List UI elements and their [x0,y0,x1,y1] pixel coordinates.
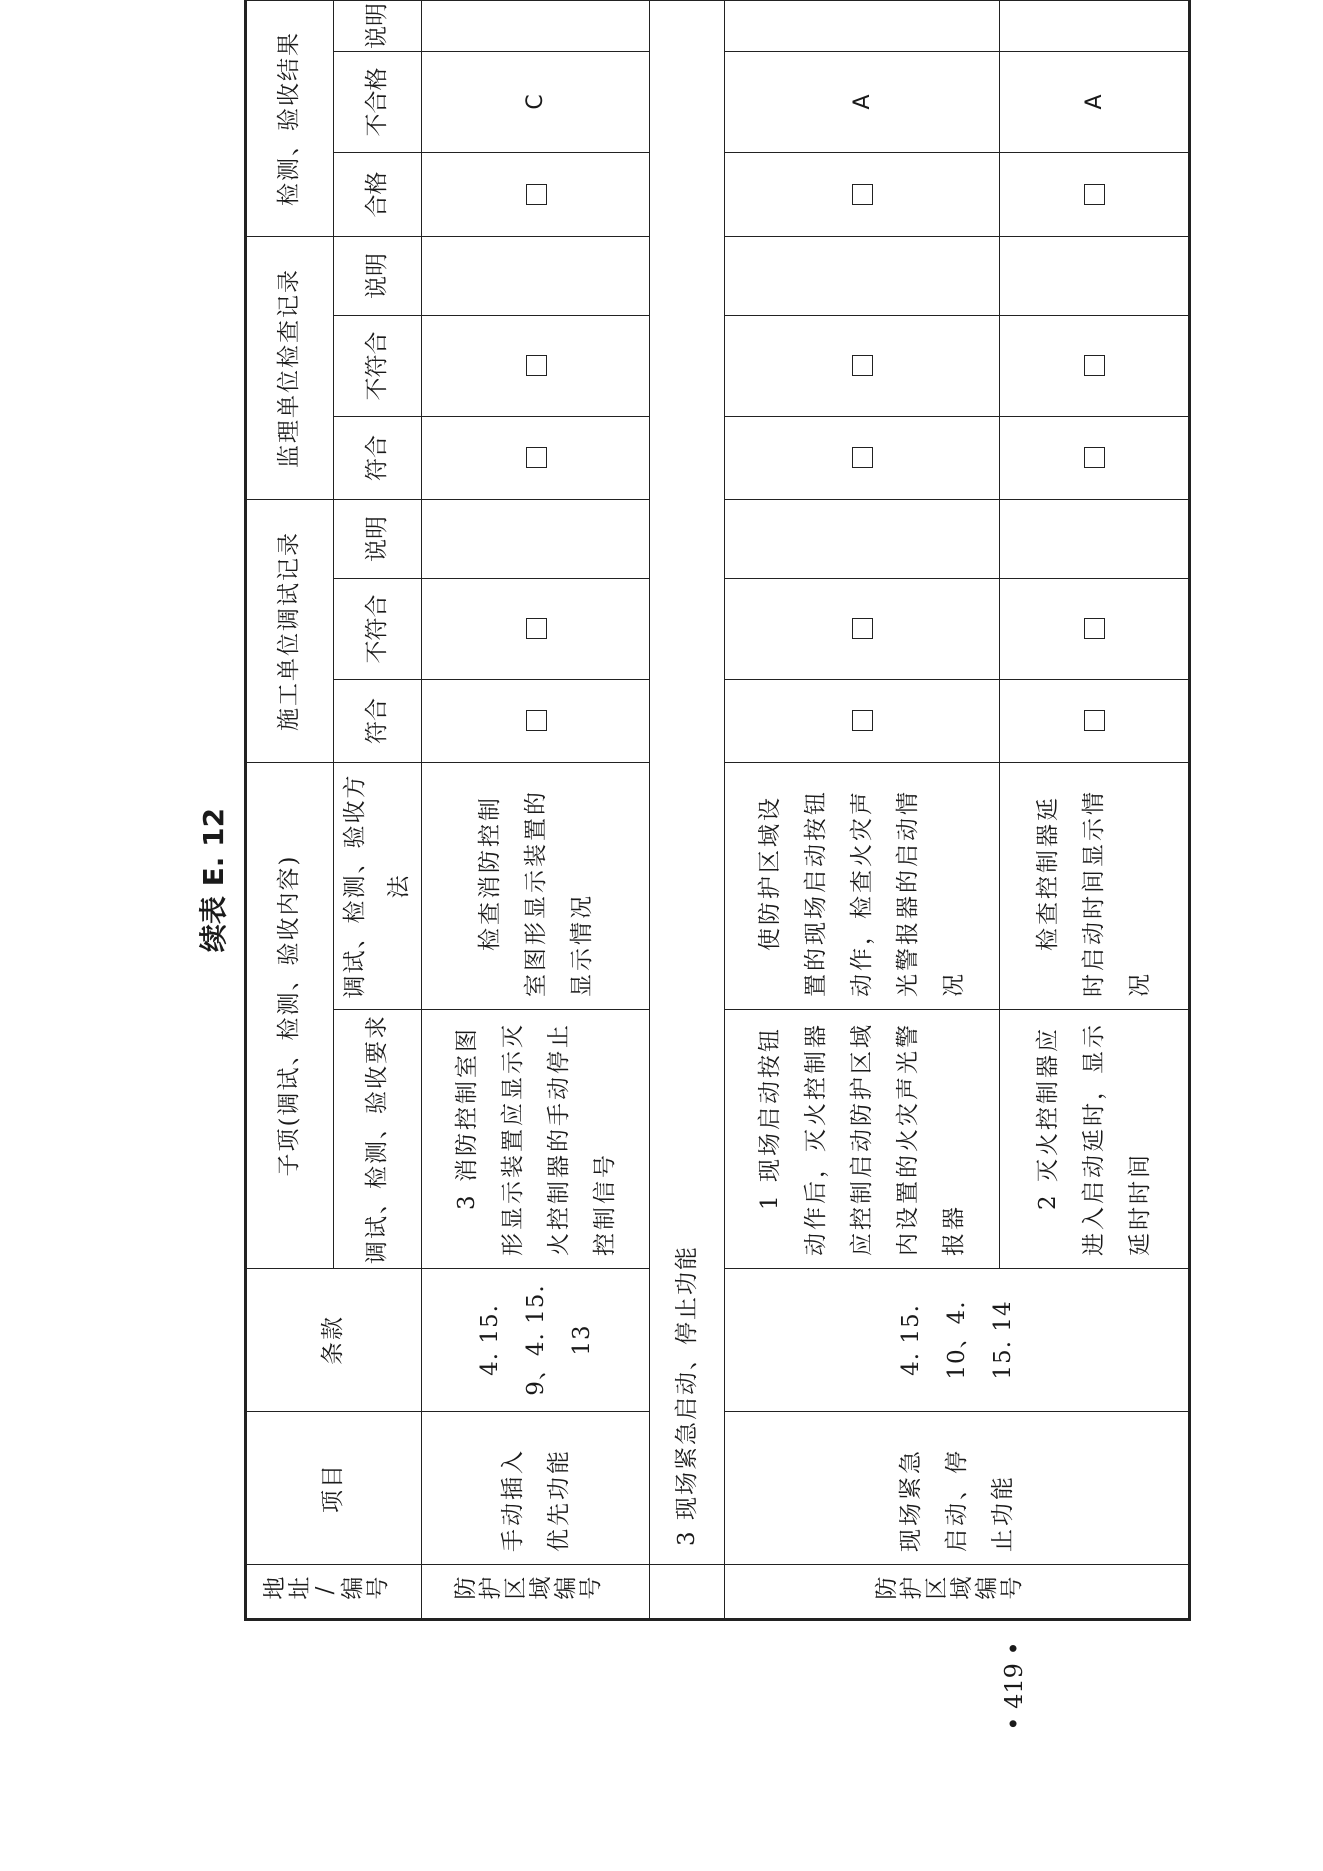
supervision-note-header: 说明 [334,236,422,315]
construction-note-header: 说明 [334,499,422,578]
result-note-header: 说明 [334,0,422,51]
result-class-cell: C [422,51,650,152]
col-address-header: 地址/编号 [246,1565,422,1620]
header-row-1 [246,0,334,1620]
construction-nonconform-checkbox[interactable] [422,578,650,679]
supervision-nonconform-checkbox[interactable] [1000,315,1190,416]
acceptance-table [244,0,1191,1621]
result-unqualified-header: 不合格 [334,51,422,152]
supervision-note-cell[interactable] [725,236,1000,315]
result-class-cell: A [1000,51,1190,152]
method-cell: 检查消防控制室图形显示装置的显示情况 [422,762,650,1009]
construction-nonconform-checkbox[interactable] [1000,578,1190,679]
result-note-cell[interactable] [1000,0,1190,51]
result-qualified-checkbox[interactable] [1000,152,1190,236]
supervision-nonconform-header: 不符合 [334,315,422,416]
result-note-cell[interactable] [422,0,650,51]
clause-cell: 4. 15. 9、4. 15. 13 [422,1269,650,1412]
construction-note-cell[interactable] [725,499,1000,578]
construction-note-cell[interactable] [422,499,650,578]
supervision-conform-checkbox[interactable] [725,416,1000,499]
requirement-cell: 1 现场启动按钮动作后，灭火控制器应控制启动防护区域内设置的火灾声光警报器 [725,1010,1000,1269]
construction-conform-checkbox[interactable] [1000,679,1190,762]
address-cell: 防护区域编号 [725,1565,1190,1620]
supervision-conform-checkbox[interactable] [1000,416,1190,499]
section-title: 3 现场紧急启动、停止功能 [650,0,725,1565]
address-cell: 防护区域编号 [422,1565,650,1620]
method-cell: 检查控制器延时启动时间显示情况 [1000,762,1190,1009]
result-class-cell: A [725,51,1000,152]
result-qualified-checkbox[interactable] [422,152,650,236]
page-title: 续表 E. 12 [197,807,230,953]
construction-conform-checkbox[interactable] [422,679,650,762]
group-supervision-header: 监理单位检查记录 [246,236,334,499]
col-requirement-header: 调试、检测、验收要求 [334,1010,422,1269]
section-address-cell [650,1565,725,1620]
construction-conform-header: 符合 [334,679,422,762]
col-item-header: 项目 [246,1412,422,1565]
item-cell: 现场紧急启动、停止功能 [725,1412,1190,1565]
supervision-nonconform-checkbox[interactable] [725,315,1000,416]
requirement-cell: 2 灭火控制器应进入启动延时，显示延时时间 [1000,1010,1190,1269]
result-qualified-header: 合格 [334,152,422,236]
supervision-conform-header: 符合 [334,416,422,499]
method-cell: 使防护区域设置的现场启动按钮动作，检查火灾声光警报器的启动情况 [725,762,1000,1009]
col-method-header: 调试、检测、验收方法 [334,762,422,1009]
supervision-conform-checkbox[interactable] [422,416,650,499]
construction-nonconform-header: 不符合 [334,578,422,679]
table-row [422,0,650,1620]
supervision-note-cell[interactable] [422,236,650,315]
page-number: • 419 • [1000,1641,1028,1731]
construction-conform-checkbox[interactable] [725,679,1000,762]
item-cell: 手动插入优先功能 [422,1412,650,1565]
group-result-header: 检测、验收结果 [246,0,334,236]
rotated-sheet [244,2,1154,1621]
result-qualified-checkbox[interactable] [725,152,1000,236]
clause-cell: 4. 15. 10、4. 15. 14 [725,1269,1190,1412]
supervision-note-cell[interactable] [1000,236,1190,315]
requirement-cell: 3 消防控制室图形显示装置应显示灭火控制器的手动停止控制信号 [422,1010,650,1269]
construction-nonconform-checkbox[interactable] [725,578,1000,679]
col-clause-header: 条款 [246,1269,422,1412]
group-sub-header: 子项(调试、检测、验收内容) [246,762,334,1268]
construction-note-cell[interactable] [1000,499,1190,578]
table-row [725,0,1000,1620]
result-note-cell[interactable] [725,0,1000,51]
group-construction-header: 施工单位调试记录 [246,499,334,762]
section-row [650,0,725,1620]
supervision-nonconform-checkbox[interactable] [422,315,650,416]
